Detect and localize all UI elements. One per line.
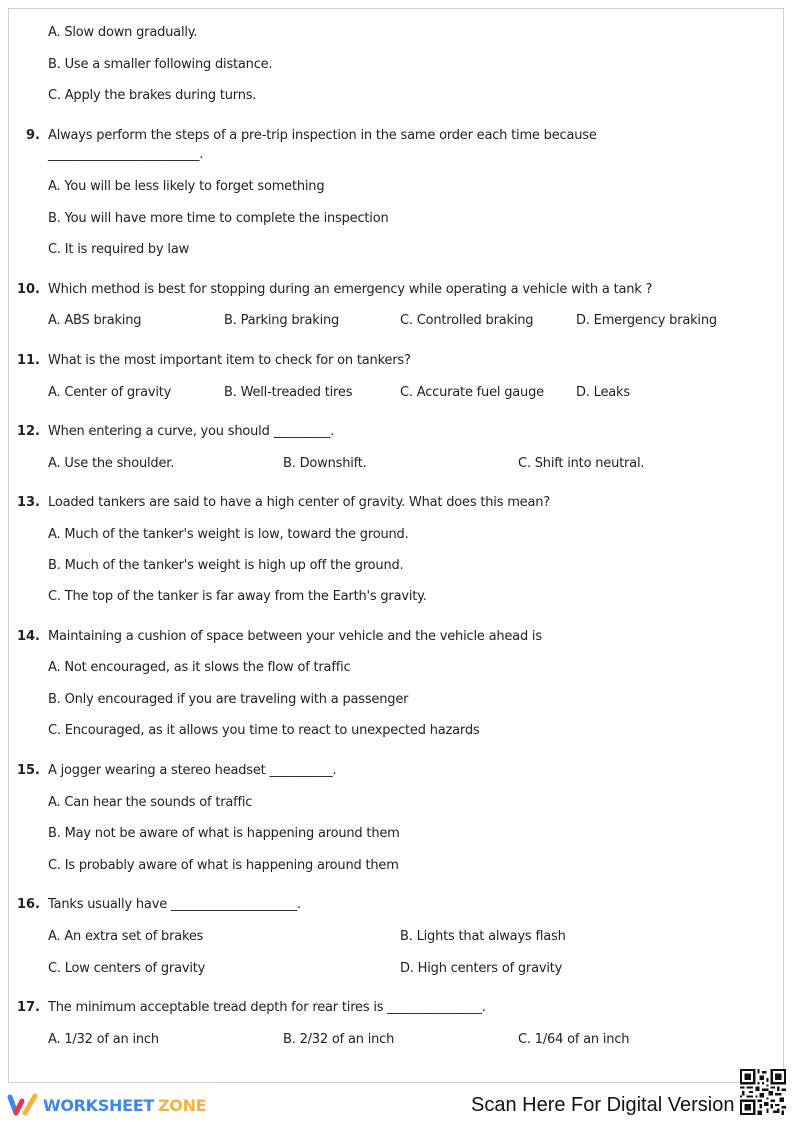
- question-text: Maintaining a cushion of space between your vehicle and the vehicle ahead is: [48, 629, 542, 644]
- question-number: 12.: [16, 424, 40, 439]
- worksheet-frame: [8, 8, 784, 1083]
- option: B. Only encouraged if you are traveling with a passenger: [48, 692, 409, 707]
- question-number: 14.: [16, 629, 40, 644]
- question-number: 10.: [16, 282, 40, 297]
- option: B. You will have more time to complete the inspection: [48, 211, 389, 226]
- option: B. Parking braking: [224, 313, 340, 328]
- option: D. Emergency braking: [576, 313, 717, 328]
- option: B. Lights that always flash: [400, 929, 566, 944]
- option: A. 1/32 of an inch: [48, 1032, 159, 1047]
- option: C. Is probably aware of what is happening around them: [48, 858, 399, 873]
- option: B. Much of the tanker's weight is high up off the ground.: [48, 558, 404, 573]
- question-text: When entering a curve, you should _________.: [48, 424, 335, 439]
- option-8a: A. Slow down gradually.: [48, 25, 198, 40]
- logo-mark-icon: [7, 1093, 39, 1117]
- option: C. Shift into neutral.: [518, 456, 645, 471]
- worksheet-zone-logo[interactable]: [7, 1093, 206, 1117]
- question-number: 15.: [16, 763, 40, 778]
- option: D. Leaks: [576, 385, 630, 400]
- question-text: Which method is best for stopping during an emergency while operating a vehicle with a tank ?: [48, 282, 653, 297]
- question-number: 13.: [16, 495, 40, 510]
- logo-text-zone: ZONE: [157, 1095, 207, 1115]
- option: A. Use the shoulder.: [48, 456, 175, 471]
- question-text: Tanks usually have ____________________.: [48, 897, 301, 912]
- option: A. You will be less likely to forget something: [48, 179, 325, 194]
- option: C. Controlled braking: [400, 313, 534, 328]
- option: C. It is required by law: [48, 242, 190, 257]
- question-number: 9.: [26, 128, 40, 143]
- option: A. Much of the tanker's weight is low, toward the ground.: [48, 527, 409, 542]
- option: A. ABS braking: [48, 313, 142, 328]
- option: B. May not be aware of what is happening around them: [48, 826, 400, 841]
- option: B. Downshift.: [283, 456, 367, 471]
- question-text-blank: ________________________.: [48, 147, 204, 162]
- option-8b: B. Use a smaller following distance.: [48, 57, 273, 72]
- option-8c: C. Apply the brakes during turns.: [48, 88, 257, 103]
- question-text: Loaded tankers are said to have a high center of gravity. What does this mean?: [48, 495, 550, 510]
- option: C. Accurate fuel gauge: [400, 385, 544, 400]
- question-text: A jogger wearing a stereo headset __________.: [48, 763, 337, 778]
- logo-text-worksheet: WORKSHEET: [43, 1095, 154, 1115]
- question-number: 11.: [16, 353, 40, 368]
- option: C. Encouraged, as it allows you time to react to unexpected hazards: [48, 723, 480, 738]
- qr-code-icon[interactable]: [740, 1069, 786, 1115]
- option: A. Not encouraged, as it slows the flow of traffic: [48, 660, 351, 675]
- option: A. Can hear the sounds of traffic: [48, 795, 253, 810]
- scan-digital-version-text: Scan Here For Digital Version: [471, 1094, 735, 1116]
- question-number: 17.: [16, 1000, 40, 1015]
- question-number: 16.: [16, 897, 40, 912]
- question-text: Always perform the steps of a pre-trip inspection in the same order each time because: [48, 128, 597, 143]
- option: D. High centers of gravity: [400, 961, 563, 976]
- option: C. 1/64 of an inch: [518, 1032, 630, 1047]
- question-text: The minimum acceptable tread depth for rear tires is _______________.: [48, 1000, 486, 1015]
- option: C. The top of the tanker is far away from the Earth's gravity.: [48, 589, 427, 604]
- option: B. 2/32 of an inch: [283, 1032, 395, 1047]
- question-text: What is the most important item to check for on tankers?: [48, 353, 411, 368]
- option: C. Low centers of gravity: [48, 961, 206, 976]
- option: A. Center of gravity: [48, 385, 172, 400]
- option: A. An extra set of brakes: [48, 929, 204, 944]
- option: B. Well-treaded tires: [224, 385, 353, 400]
